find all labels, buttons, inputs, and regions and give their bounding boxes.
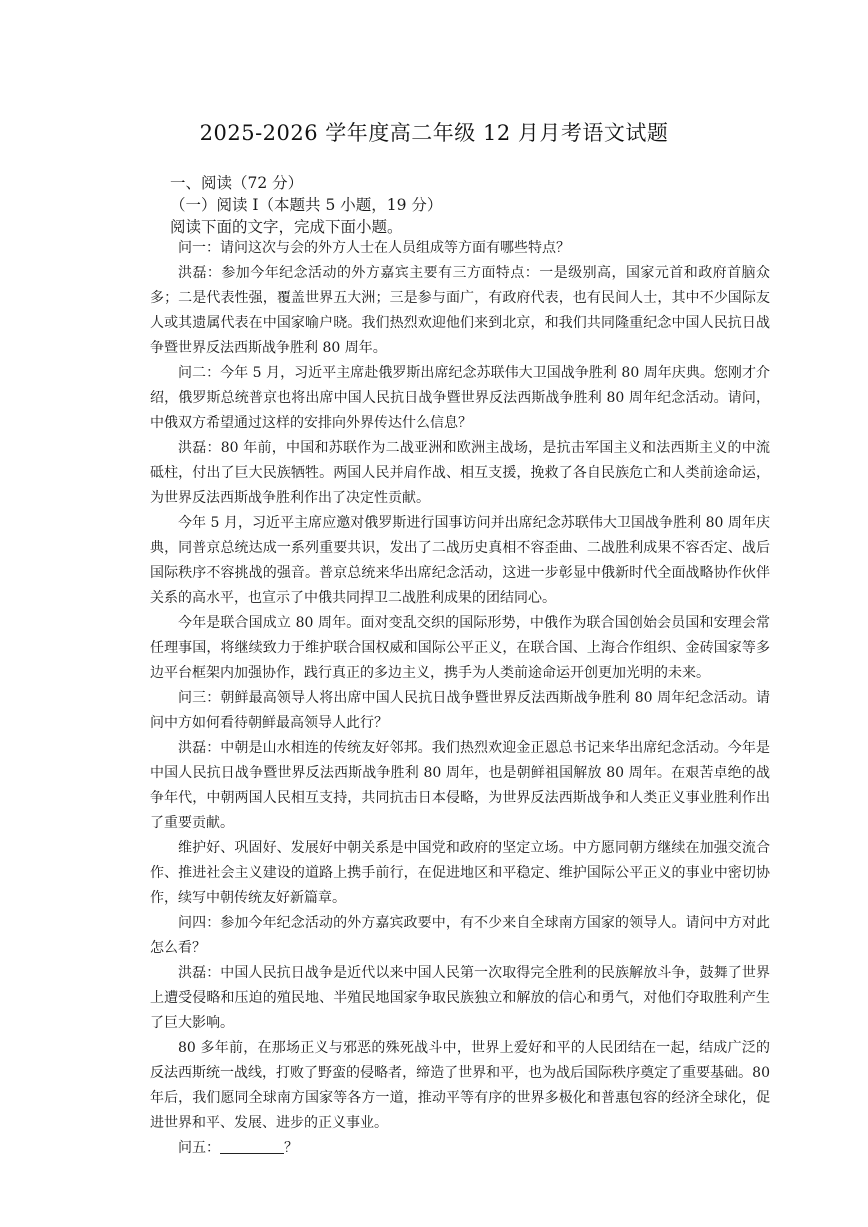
question-five [150,1136,770,1161]
passage-paragraph: 洪磊：80 年前，中国和苏联作为二战亚洲和欧洲主战场，是抗击军国主义和法西斯主义的中流砥柱，付出了巨大民族牺牲。两国人民并肩作战、相互支援，挽救了各自民族危亡和人类前途命运，为世界反法西斯战争胜利作出了决定性贡献。 [150,440,770,506]
passage-paragraph: 维护好、巩固好、发展好中朝关系是中国党和政府的坚定立场。中方愿同朝方继续在加强交流合作、推进社会主义建设的道路上携手前行，在促进地区和平稳定、维护国际公平正义的事业中密切协作，续写中朝传统友好新篇章。 [150,840,770,906]
passage-body [150,236,770,1161]
passage-paragraph: 问一：请问这次与会的外方人士在人员组成等方面有哪些特点？ [178,240,570,256]
question-five-prefix: 问五： [178,1140,220,1156]
passage-paragraph: 今年是联合国成立 80 周年。面对变乱交织的国际形势，中俄作为联合国创始会员国和安理会常任理事国，将继续致力于维护联合国权威和国际公平正义，在联合国、上海合作组织、金砖国家等多边平台框架内加强协作，践行真正的多边主义，携手为人类前途命运开创更加光明的未来。 [150,615,770,681]
passage-paragraph: 80 多年前，在那场正义与邪恶的殊死战斗中，世界上爱好和平的人民团结在一起，结成广泛的反法西斯统一战线，打败了野蛮的侵略者，缔造了世界和平，也为战后国际秩序奠定了重要基础。80 年后，我们愿同全球南方国家等各方一道，推动平等有序的世界多极化和普惠包容的经济全球化，促进世界和平、发展、进步的正义事业。 [150,1040,770,1131]
instruction-text: 阅读下面的文字，完成下面小题。 [170,218,403,236]
document-title: 2025-2026 学年度高二年级 12 月月考语文试题 [199,121,669,145]
passage-paragraph: 问二：今年 5 月，习近平主席赴俄罗斯出席纪念苏联伟大卫国战争胜利 80 周年庆典。您刚才介绍，俄罗斯总统普京也将出席中国人民抗日战争暨世界反法西斯战争胜利 80 周年纪念活动。请问，中俄双方希望通过这样的安排向外界传达什么信息？ [150,365,770,431]
section-heading: 一、阅读（72 分） [170,174,304,192]
passage-paragraph: 问四：参加今年纪念活动的外方嘉宾政要中，有不少来自全球南方国家的领导人。请问中方对此怎么看？ [150,915,770,956]
passage-paragraph: 问三：朝鲜最高领导人将出席中国人民抗日战争暨世界反法西斯战争胜利 80 周年纪念活动。请问中方如何看待朝鲜最高领导人此行？ [150,690,770,731]
passage-paragraph: 今年 5 月，习近平主席应邀对俄罗斯进行国事访问并出席纪念苏联伟大卫国战争胜利 80 周年庆典，同普京总统达成一系列重要共识，发出了二战历史真相不容歪曲、二战胜利成果不容否定、战后国际秩序不容挑战的强音。普京总统来华出席纪念活动，这进一步彰显中俄新时代全面战略协作伙伴关系的高水平，也宣示了中俄共同捍卫二战胜利成果的团结同心。 [150,515,770,606]
passage-paragraph: 洪磊：参加今年纪念活动的外方嘉宾主要有三方面特点：一是级别高，国家元首和政府首脑众多；二是代表性强，覆盖世界五大洲；三是参与面广，有政府代表，也有民间人士，其中不少国际友人或其遗属代表在中国家喻户晓。我们热烈欢迎他们来到北京，和我们共同隆重纪念中国人民抗日战争暨世界反法西斯战争胜利 80 周年。 [150,265,770,356]
question-five-suffix: ？ [284,1140,298,1156]
passage-paragraph: 洪磊：中国人民抗日战争是近代以来中国人民第一次取得完全胜利的民族解放斗争，鼓舞了世界上遭受侵略和压迫的殖民地、半殖民地国家争取民族独立和解放的信心和勇气，对他们夺取胜利产生了巨大影响。 [150,965,770,1031]
subsection-heading: （一）阅读 I（本题共 5 小题，19 分） [170,196,443,214]
answer-blank[interactable] [220,1139,284,1154]
passage-paragraph: 洪磊：中朝是山水相连的传统友好邻邦。我们热烈欢迎金正恩总书记来华出席纪念活动。今年是中国人民抗日战争暨世界反法西斯战争胜利 80 周年，也是朝鲜祖国解放 80 周年。在艰苦卓绝的战争年代，中朝两国人民相互支持，共同抗击日本侵略，为世界反法西斯战争和人类正义事业胜利作出了重要贡献。 [150,740,770,831]
